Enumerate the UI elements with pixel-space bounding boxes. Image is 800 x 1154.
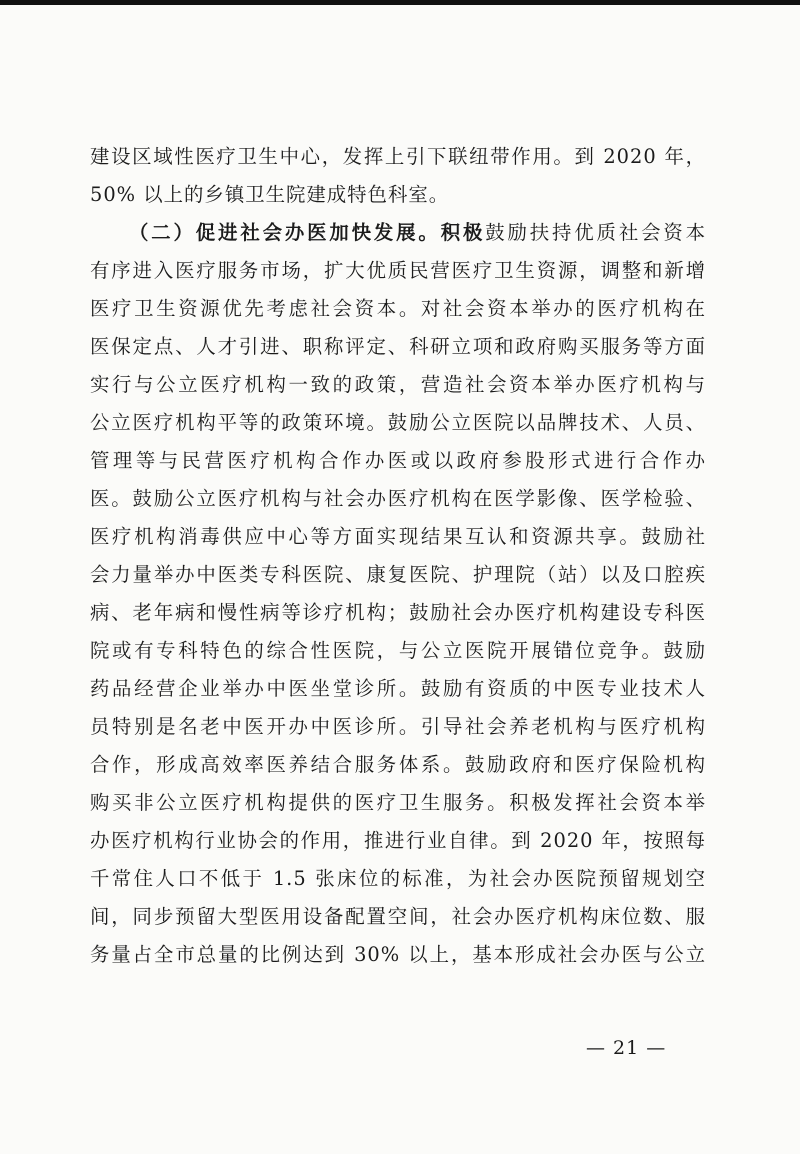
text-line-17: 合作，形成高效率医养结合服务体系。鼓励政府和医疗保险机构 [90, 753, 706, 776]
text-line-21: 间，同步预留大型医用设备配置空间，社会办医疗机构床位数、服 [90, 905, 706, 928]
text-line-10: 医。鼓励公立医疗机构与社会办医疗机构在医学影像、医学检验、 [90, 487, 706, 510]
text-line-9: 管理等与民营医疗机构合作办医或以政府参股形式进行合作办 [90, 449, 706, 472]
page-number: — 21 — [586, 1037, 667, 1059]
text-line-12: 会力量举办中医类专科医院、康复医院、护理院（站）以及口腔疾 [90, 563, 706, 586]
text-line-11: 医疗机构消毒供应中心等方面实现结果互认和资源共享。鼓励社 [90, 525, 706, 548]
section-heading-line [90, 214, 706, 252]
section-heading-continuation: 鼓励扶持优质社会资本 [485, 221, 707, 244]
text-line-5: 医疗卫生资源优先考虑社会资本。对社会资本举办的医疗机构在 [90, 297, 706, 320]
text-line-18: 购买非公立医疗机构提供的医疗卫生服务。积极发挥社会资本举 [90, 791, 706, 814]
section-heading: （二）促进社会办医加快发展。积极 [129, 221, 486, 244]
text-line-1: 建设区域性医疗卫生中心，发挥上引下联纽带作用。到 2020 年， [90, 145, 706, 168]
document-body [90, 138, 706, 974]
text-line-22: 务量占全市总量的比例达到 30% 以上，基本形成社会办医与公立 [90, 943, 706, 966]
text-line-13: 病、老年病和慢性病等诊疗机构；鼓励社会办医疗机构建设专科医 [90, 601, 706, 624]
text-line-20: 千常住人口不低于 1.5 张床位的标准，为社会办医院预留规划空 [90, 867, 706, 890]
text-line-2: 50% 以上的乡镇卫生院建成特色科室。 [90, 183, 450, 206]
text-line-19: 办医疗机构行业协会的作用，推进行业自律。到 2020 年，按照每 [90, 829, 706, 852]
text-line-14: 院或有专科特色的综合性医院，与公立医院开展错位竞争。鼓励 [90, 639, 706, 662]
text-line-6: 医保定点、人才引进、职称评定、科研立项和政府购买服务等方面 [90, 335, 706, 358]
text-line-8: 公立医疗机构平等的政策环境。鼓励公立医院以品牌技术、人员、 [90, 411, 706, 434]
text-line-15: 药品经营企业举办中医坐堂诊所。鼓励有资质的中医专业技术人 [90, 677, 706, 700]
text-line-7: 实行与公立医疗机构一致的政策，营造社会资本举办医疗机构与 [90, 373, 706, 396]
scan-top-edge [0, 0, 800, 5]
text-line-4: 有序进入医疗服务市场，扩大优质民营医疗卫生资源，调整和新增 [90, 259, 706, 282]
text-line-16: 员特别是名老中医开办中医诊所。引导社会养老机构与医疗机构 [90, 715, 706, 738]
